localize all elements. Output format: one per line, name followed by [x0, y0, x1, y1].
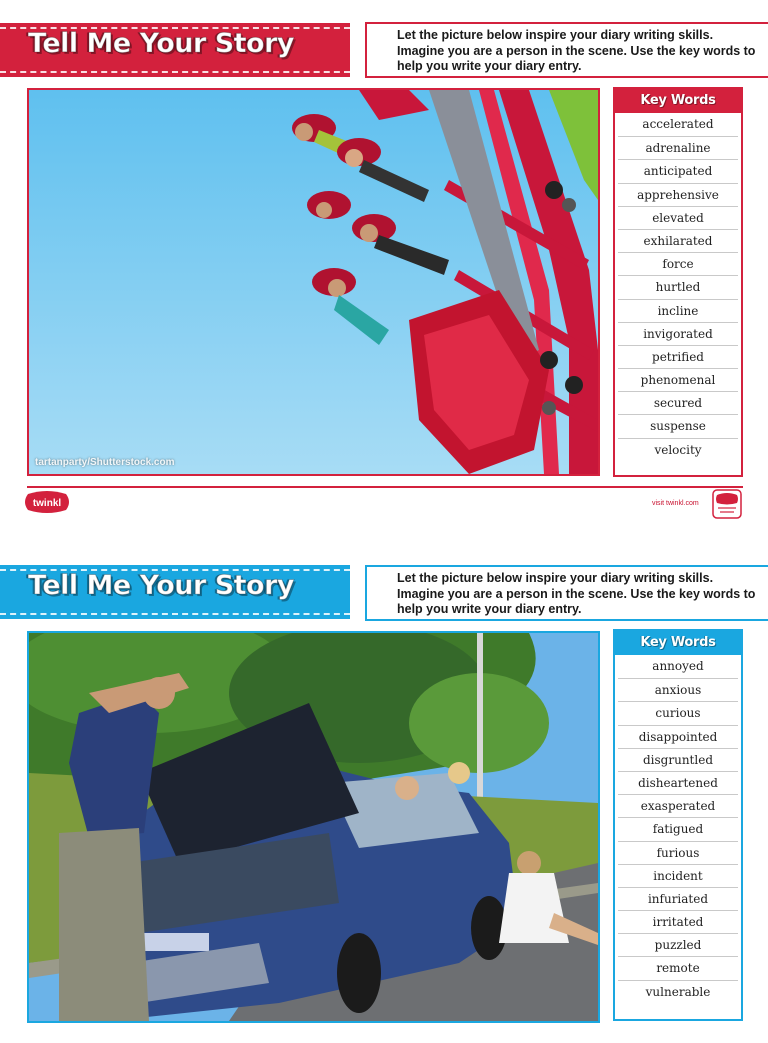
key-words-title: Key Words	[615, 631, 741, 655]
key-words-list	[615, 655, 741, 1003]
key-word: secured	[618, 391, 738, 414]
key-word: disappointed	[618, 725, 738, 748]
photo-credit: tartanparty/Shutterstock.com	[35, 457, 175, 468]
broken-car-photo	[27, 631, 600, 1023]
key-word: infuriated	[618, 887, 738, 910]
instructions-text: Let the picture below inspire your diary writing skills. Imagine you are a person in the scene. Use the key words to help you write your diary entry.	[397, 571, 756, 616]
key-word: accelerated	[642, 117, 714, 131]
key-word: elevated	[618, 206, 738, 229]
key-word: exhilarated	[618, 229, 738, 252]
key-word: anticipated	[618, 159, 738, 182]
key-words-panel	[613, 629, 743, 1021]
page-title: Tell Me Your Story	[28, 570, 295, 601]
key-word: exasperated	[618, 794, 738, 817]
twinkl-logo-text: twinkl	[32, 498, 62, 509]
rollercoaster-photo	[27, 88, 600, 476]
title-banner	[0, 565, 350, 619]
key-word: anxious	[618, 678, 738, 701]
key-words-panel	[613, 87, 743, 477]
key-word: puzzled	[618, 933, 738, 956]
key-word: invigorated	[618, 322, 738, 345]
key-word: furious	[618, 841, 738, 864]
key-word: suspense	[618, 414, 738, 437]
twinkl-logo-icon[interactable]	[24, 490, 70, 514]
title-banner	[0, 23, 350, 77]
key-word: vulnerable	[618, 980, 738, 1003]
key-word: incline	[618, 299, 738, 322]
key-word: curious	[618, 701, 738, 724]
rollercoaster-illustration	[29, 90, 598, 474]
key-word: force	[618, 252, 738, 275]
instructions-box	[365, 22, 768, 78]
key-word: velocity	[618, 438, 738, 461]
key-word: petrified	[618, 345, 738, 368]
visit-link[interactable]: visit twinkl.com	[652, 500, 699, 507]
key-word: incident	[618, 864, 738, 887]
broken-car-illustration	[29, 633, 598, 1021]
worksheet-rollercoaster	[0, 0, 768, 509]
key-word: phenomenal	[618, 368, 738, 391]
instructions-box	[365, 565, 768, 621]
key-word: disgruntled	[618, 748, 738, 771]
key-word: adrenaline	[618, 136, 738, 159]
key-word: annoyed	[652, 659, 704, 673]
instructions-text: Let the picture below inspire your diary writing skills. Imagine you are a person in the scene. Use the key words to help you write your diary entry.	[397, 28, 756, 73]
key-word: fatigued	[618, 817, 738, 840]
key-words-title: Key Words	[615, 89, 741, 113]
page-title: Tell Me Your Story	[28, 28, 295, 59]
key-word: remote	[618, 956, 738, 979]
key-word: hurtled	[618, 275, 738, 298]
worksheet-broken-car	[0, 543, 768, 1043]
key-word: disheartened	[618, 771, 738, 794]
key-word: irritated	[618, 910, 738, 933]
key-words-list	[615, 113, 741, 461]
quality-badge-icon	[712, 489, 742, 519]
footer-divider	[27, 486, 743, 488]
key-word: apprehensive	[618, 183, 738, 206]
